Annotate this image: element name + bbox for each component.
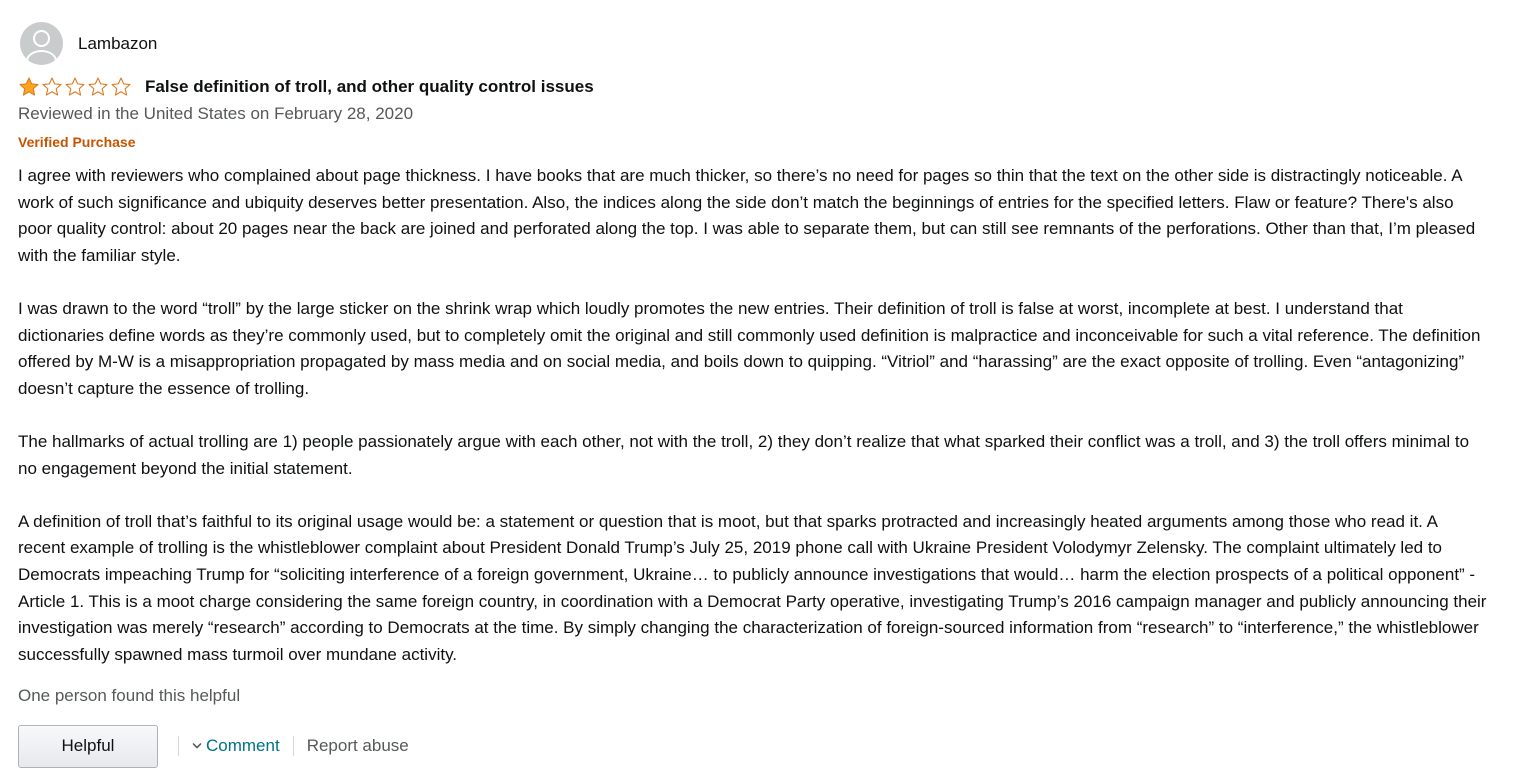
chevron-down-icon bbox=[192, 742, 202, 750]
star-empty-icon bbox=[110, 76, 132, 98]
star-rating bbox=[18, 76, 132, 98]
star-empty-icon bbox=[64, 76, 86, 98]
review-body bbox=[18, 163, 1488, 668]
divider bbox=[178, 736, 179, 756]
helpful-count: One person found this helpful bbox=[18, 686, 241, 705]
reviewer-name[interactable]: Lambazon bbox=[78, 33, 158, 53]
star-empty-icon bbox=[41, 76, 63, 98]
star-empty-icon bbox=[87, 76, 109, 98]
review-title[interactable]: False definition of troll, and other quality control issues bbox=[145, 77, 594, 96]
star-filled-icon bbox=[18, 76, 40, 98]
review-paragraph: I was drawn to the word “troll” by the large sticker on the shrink wrap which loudly promotes the new entries. Their definition of troll is false at worst, incomplete at best. I understand that dictionaries define words as they’re commonly used, but to completely omit the original and still commonly used definition is malpractice and inconceivable for such a vital reference. The definition offered by M-W is a misappropriation propagated by mass media and on social media, and boils down to quipping. “Vitriol” and “harassing” are the exact opposite of trolling. Even “antagonizing” doesn’t capture the essence of trolling. bbox=[18, 298, 1481, 398]
review-title-row bbox=[18, 76, 594, 98]
comment-label: Comment bbox=[206, 736, 280, 755]
avatar-head-shape bbox=[33, 30, 50, 47]
report-abuse-link[interactable]: Report abuse bbox=[306, 736, 409, 755]
review-paragraph: I agree with reviewers who complained about page thickness. I have books that are much thicker, so there’s no need for pages so thin that the text on the other side is distractingly noticeable. A work of such significance and ubiquity deserves better presentation. Also, the indices along the side don’t match the beginnings of entries for the specified letters. Flaw or feature? There's also poor quality control: about 20 pages near the back are joined and perforated along the top. I was able to separate them, but can still see remnants of the perforations. Other than that, I’m pleased with the familiar style. bbox=[18, 166, 1476, 265]
review-actions bbox=[18, 724, 409, 768]
comment-link[interactable] bbox=[192, 736, 280, 756]
helpful-button[interactable]: Helpful bbox=[18, 725, 158, 768]
verified-purchase-badge: Verified Purchase bbox=[18, 134, 136, 150]
avatar-shoulders-shape bbox=[26, 50, 57, 65]
reviewer-profile[interactable] bbox=[20, 22, 157, 65]
default-user-avatar-icon bbox=[20, 22, 63, 65]
review-paragraph: The hallmarks of actual trolling are 1) people passionately argue with each other, not with the troll, 2) they don’t realize that what sparked their conflict was a troll, and 3) the troll offers minimal to no engagement beyond the initial statement. bbox=[18, 431, 1470, 478]
review-date: Reviewed in the United States on February 28, 2020 bbox=[18, 104, 414, 123]
review-paragraph: A definition of troll that’s faithful to its original usage would be: a statement or question that is moot, but that sparks protracted and increasingly heated arguments among those who read it. A recent example of trolling is the whistleblower complaint about President Donald Trump’s July 25, 2019 phone call with Ukraine President Volodymyr Zelensky. The complaint ultimately led to Democrats impeaching Trump for “soliciting interference of a foreign government, Ukraine… to publicly announce investigations that would… harm the election prospects of a political opponent” -Article 1. This is a moot charge considering the same foreign country, in coordination with a Democrat Party operative, investigating Trump’s 2016 campaign manager and publicly announcing their investigation was merely “research” according to Democrats at the time. By simply changing the characterization of foreign-sourced information from “research” to “interference,” the whistleblower successfully spawned mass turmoil over mundane activity. bbox=[18, 511, 1487, 664]
divider bbox=[293, 736, 294, 756]
